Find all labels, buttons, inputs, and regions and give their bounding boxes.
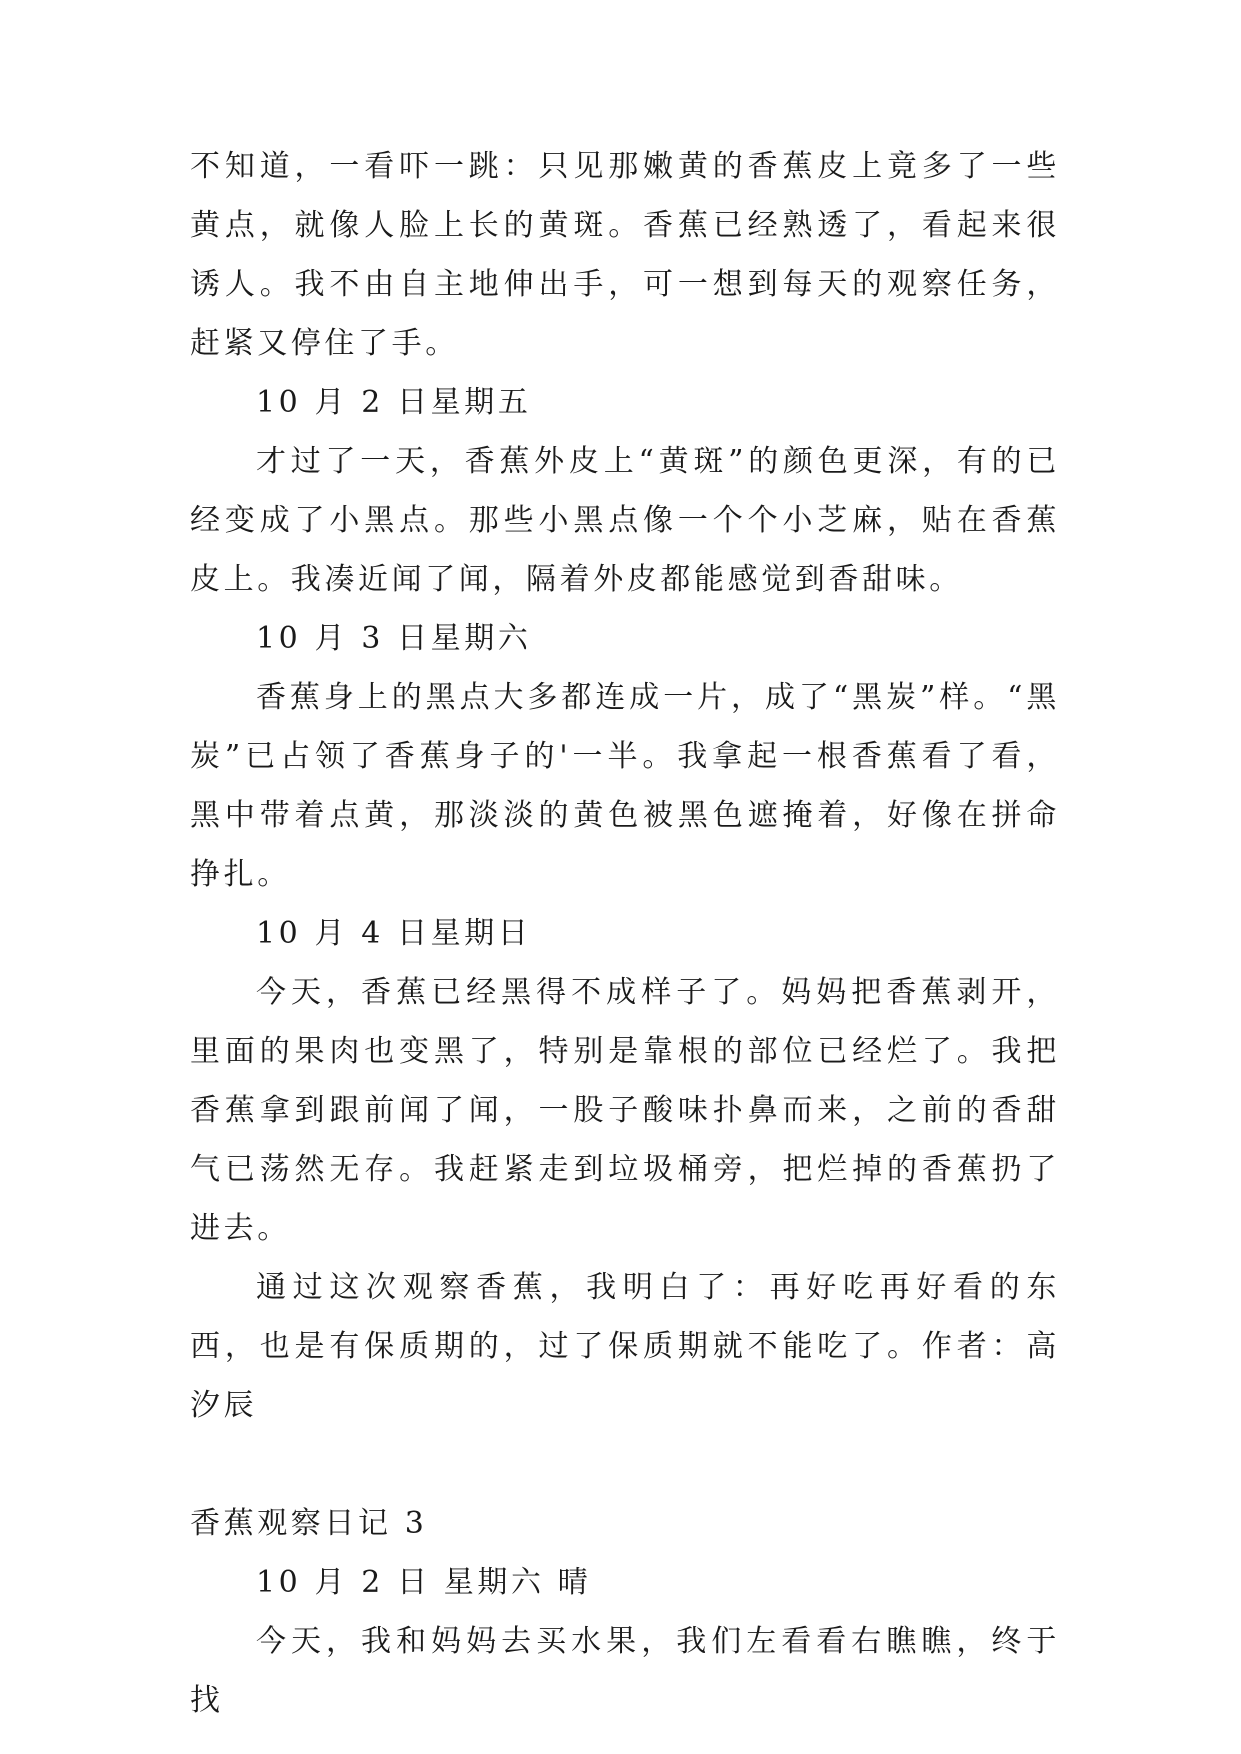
paragraph-oct-4: 今天，香蕉已经黑得不成样子了。妈妈把香蕉剥开，里面的果肉也变黑了，特别是靠根的部位已经烂了。我把香蕉拿到跟前闻了闻，一股子酸味扑鼻而来，之前的香甜气已荡然无存。我赶紧走到垃圾桶旁，把烂掉的香蕉扔了进去。 <box>190 975 1060 1246</box>
section-gap <box>190 1435 1060 1494</box>
paragraph-oct-3: 香蕉身上的黑点大多都连成一片，成了“黑炭”样。“黑炭”已占领了香蕉身子的'一半。我拿起一根香蕉看了看，黑中带着点黄，那淡淡的黄色被黑色遮掩着，好像在拼命挣扎。 <box>190 680 1060 892</box>
paragraph-conclusion: 通过这次观察香蕉，我明白了：再好吃再好看的东西，也是有保质期的，过了保质期就不能吃了。作者：高汐辰 <box>190 1270 1060 1423</box>
paragraph-section-3-start: 今天，我和妈妈去买水果，我们左看看右瞧瞧，终于找 <box>190 1624 1060 1718</box>
diary-date-oct-3: 10 月 3 日星期六 <box>256 621 532 656</box>
paragraph-continued: 不知道，一看吓一跳：只见那嫩黄的香蕉皮上竟多了一些黄点，就像人脸上长的黄斑。香蕉已经熟透了，看起来很诱人。我不由自主地伸出手，可一想到每天的观察任务，赶紧又停住了手。 <box>190 149 1060 361</box>
section-title: 香蕉观察日记 3 <box>190 1506 428 1541</box>
document-body <box>190 137 1060 1730</box>
diary-date-oct-4: 10 月 4 日星期日 <box>256 916 532 951</box>
diary-date-section-3: 10 月 2 日 星期六 晴 <box>256 1565 592 1600</box>
paragraph-oct-2: 才过了一天，香蕉外皮上“黄斑”的颜色更深，有的已经变成了小黑点。那些小黑点像一个个小芝麻，贴在香蕉皮上。我凑近闻了闻，隔着外皮都能感觉到香甜味。 <box>190 444 1060 597</box>
diary-date-oct-2: 10 月 2 日星期五 <box>256 385 532 420</box>
